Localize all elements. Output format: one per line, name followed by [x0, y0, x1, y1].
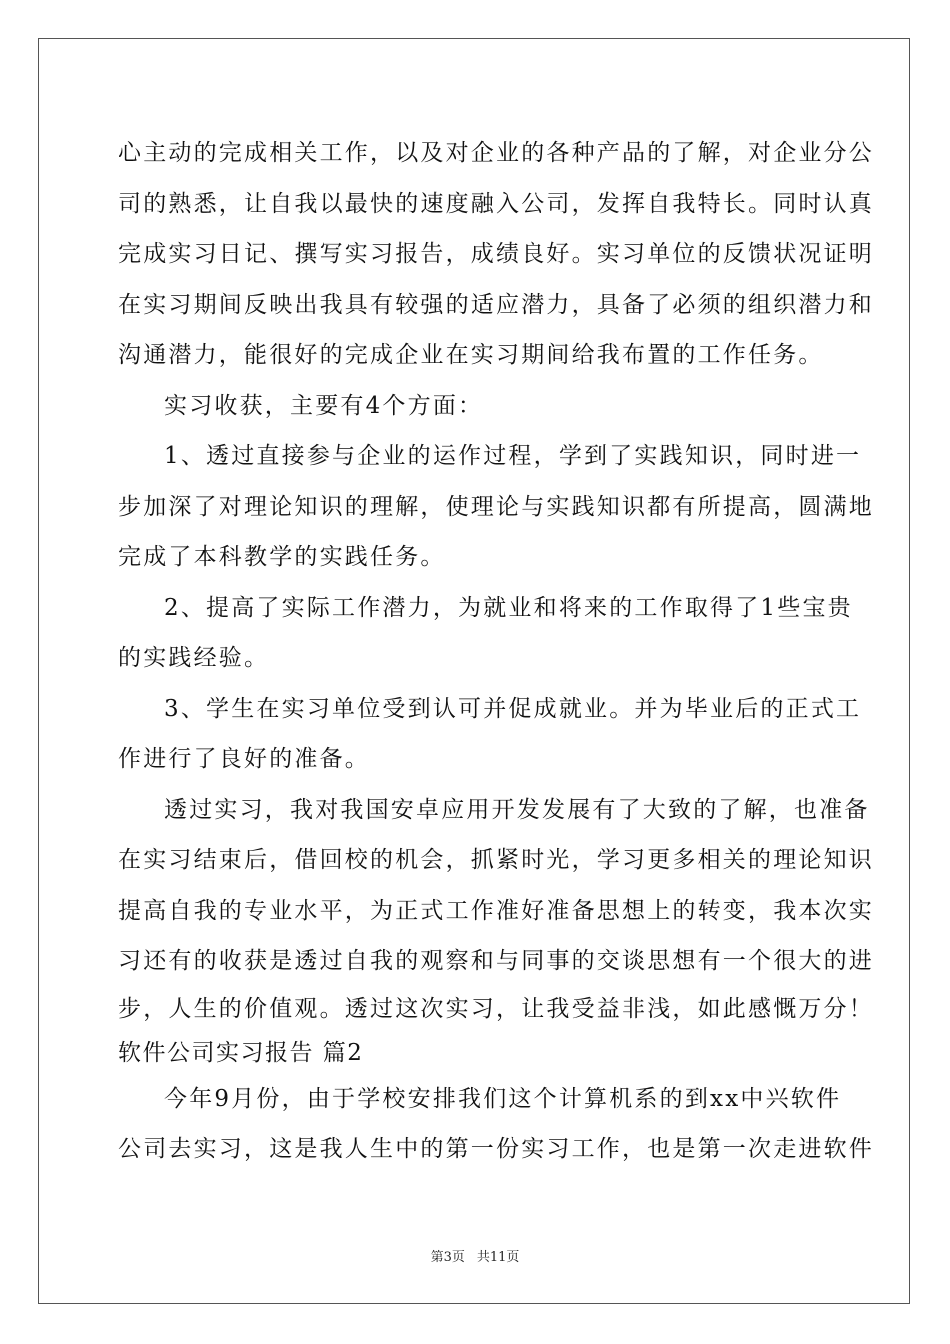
text-line: 作进行了良好的准备。 [118, 746, 370, 772]
document-body [118, 128, 874, 1175]
text-line: 3、学生在实习单位受到认可并促成就业。并为毕业后的正式工 [164, 695, 862, 722]
text-line: 公司去实习，这是我人生中的第一份实习工作，也是第一次走进软件 [118, 1136, 874, 1162]
paragraph [118, 1074, 874, 1175]
text-line: 在实习结束后，借回校的机会，抓紧时光，学习更多相关的理论知识 [118, 847, 874, 873]
paragraph [118, 381, 838, 432]
text-line: 心主动的完成相关工作，以及对企业的各种产品的了解，对企业分公 [118, 140, 874, 166]
text-line: 的实践经验。 [118, 645, 270, 671]
paragraph [118, 785, 874, 1032]
page-number: 第3页 [430, 1250, 465, 1265]
page-total: 共11页 [476, 1250, 520, 1265]
text-line: 完成实习日记、撰写实习报告，成绩良好。实习单位的反馈状况证明 [118, 241, 874, 267]
text-line: 沟通潜力，能很好的完成企业在实习期间给我布置的工作任务。 [118, 342, 824, 368]
text-line: 1、透过直接参与企业的运作过程，学到了实践知识，同时进一 [164, 443, 862, 469]
text-line: 实习收获，主要有4个方面： [164, 392, 484, 419]
text-line: 在实习期间反映出我具有较强的适应潜力，具备了必须的组织潜力和 [118, 291, 874, 318]
text-line: 完成了本科教学的实践任务。 [118, 544, 446, 570]
paragraph [118, 128, 874, 381]
text-line: 提高自我的专业水平，为正式工作准好准备思想上的转变，我本次实 [118, 897, 874, 924]
text-line: 步，人生的价值观。透过这次实习，让我受益非浅，如此感慨万分！ [118, 995, 874, 1022]
text-line: 习还有的收获是透过自我的观察和与同事的交谈思想有一个很大的进 [118, 948, 874, 974]
paragraph [118, 583, 853, 684]
text-line: 司的熟悉，让自我以最快的速度融入公司，发挥自我特长。同时认真 [118, 190, 874, 217]
paragraph [118, 684, 862, 785]
text-line: 步加深了对理论知识的理解，使理论与实践知识都有所提高，圆满地 [118, 493, 874, 520]
section-heading: 软件公司实习报告 篇2 [118, 1039, 364, 1066]
page-footer [0, 1246, 950, 1265]
text-line: 2、提高了实际工作潜力，为就业和将来的工作取得了1些宝贵 [164, 594, 853, 621]
text-line: 透过实习，我对我国安卓应用开发发展有了大致的了解，也准备 [164, 796, 870, 823]
paragraph [118, 431, 874, 583]
text-line: 今年9月份，由于学校安排我们这个计算机系的到xx中兴软件 [164, 1085, 842, 1112]
